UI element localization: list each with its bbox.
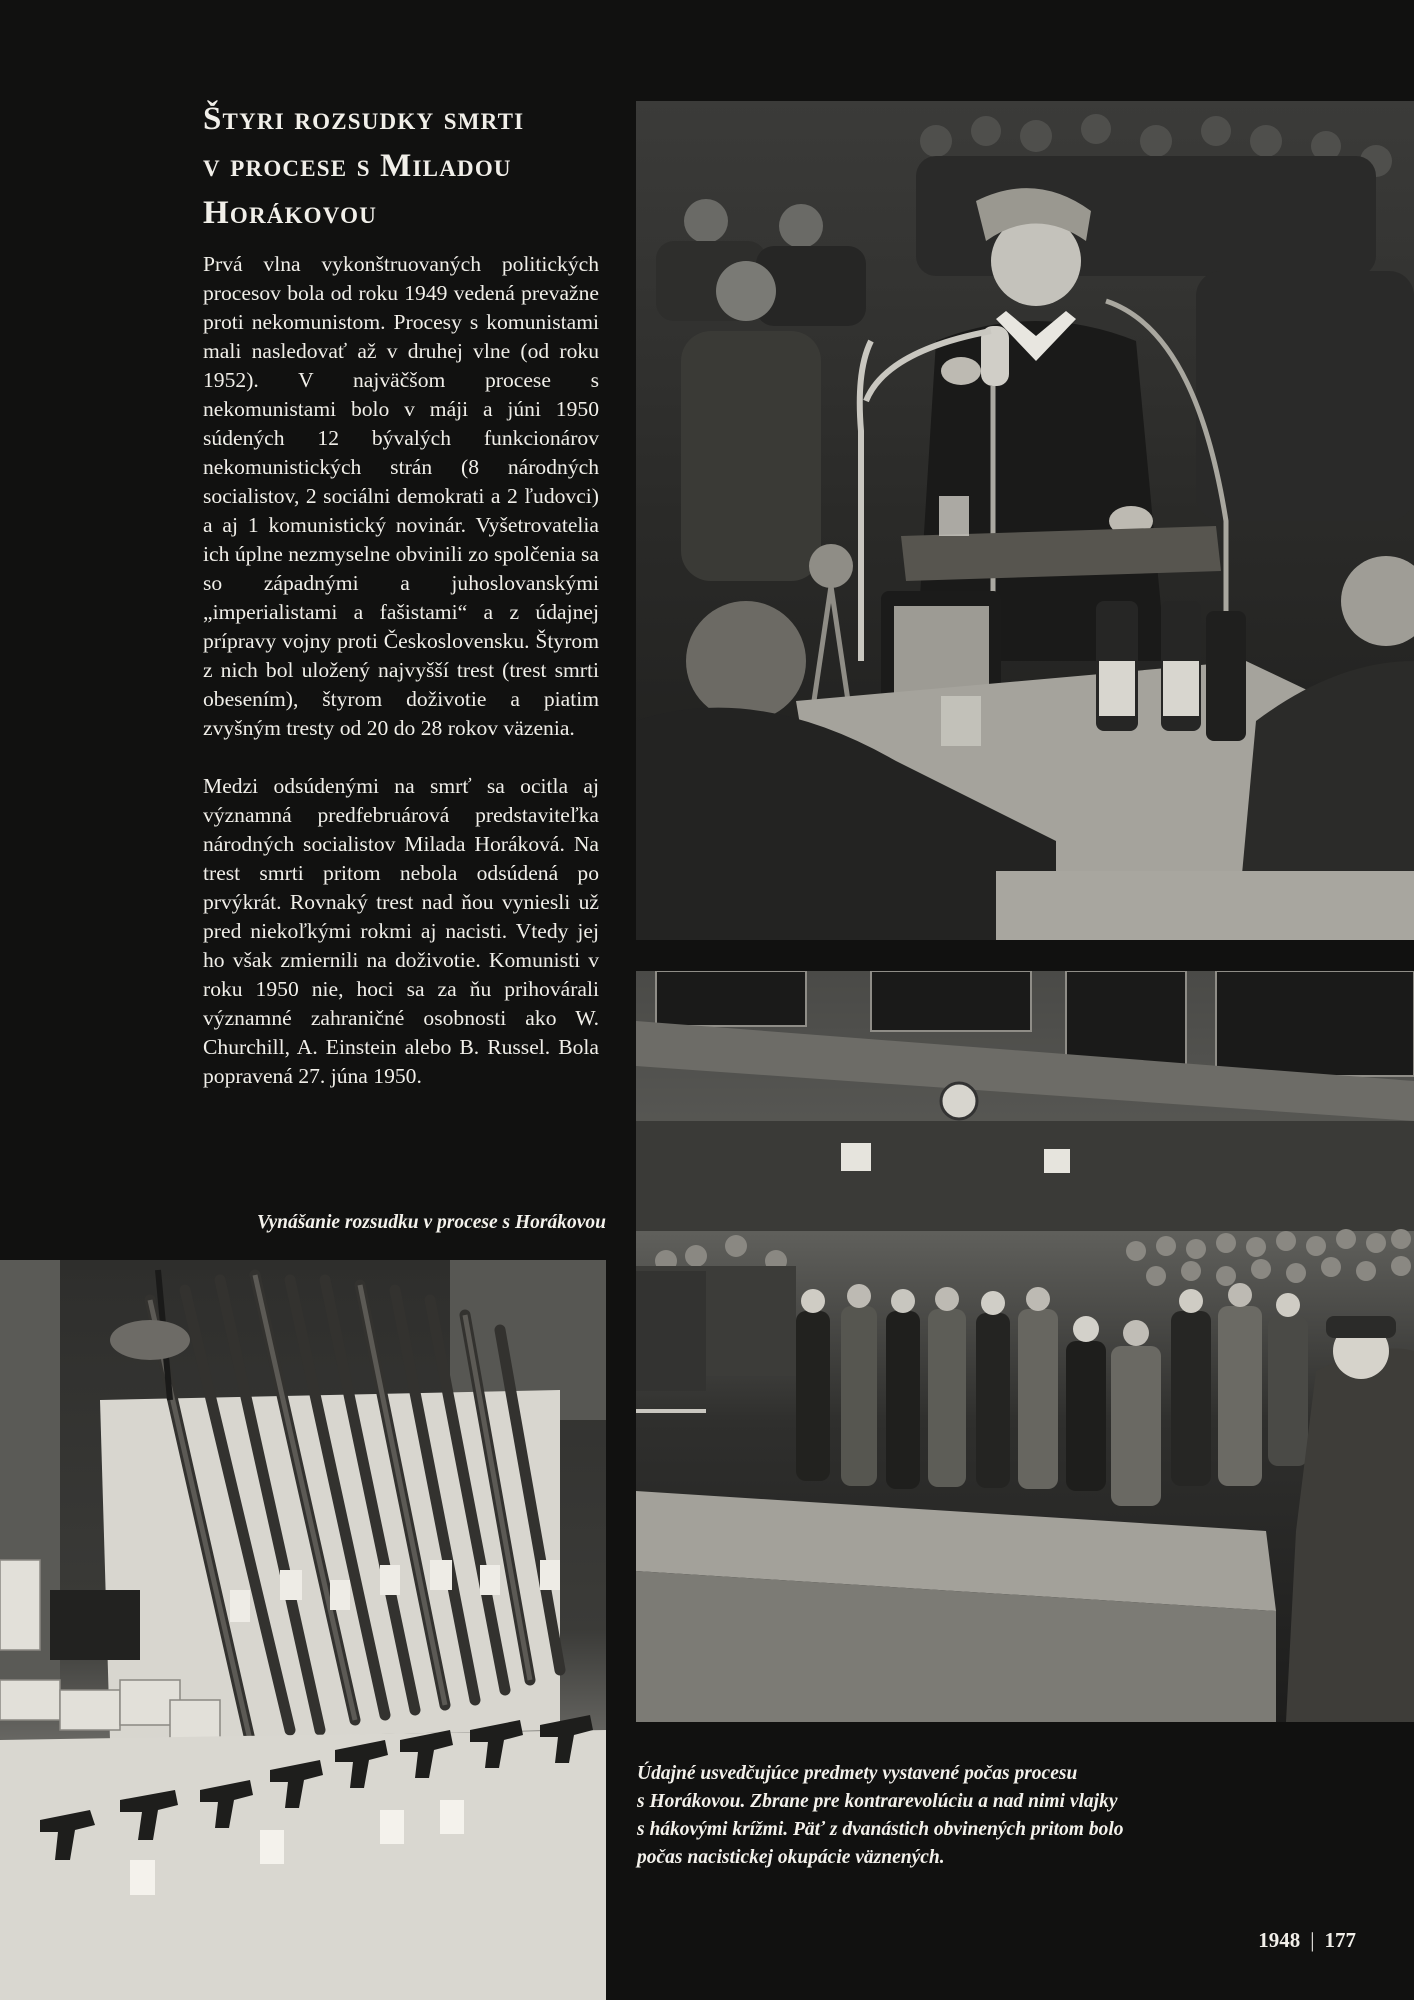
photo-weapons-display — [0, 1260, 606, 2000]
caption-evidence — [637, 1760, 1197, 1872]
article-title — [203, 96, 623, 237]
photo-horakova-speaking — [636, 101, 1414, 940]
page-number: 177 — [1324, 1928, 1356, 1952]
caption-line: Údajné usvedčujúce predmety vystavené počas procesu — [637, 1763, 1078, 1784]
body-paragraph: Medzi odsúdenými na smrť sa ocitla aj významná predfebruárová predstaviteľka národných socialistov Milada Horáková. Na trest smrti pritom nebola odsúdená po prvýkrát. Rovnaký trest nad ňou vyniesli už pred niekoľkými rokmi aj nacisti. Vtedy jej ho však zmiernili na doživotie. Komunisti v roku 1950 nie, hoci sa za ňu prihovárali významné zahraničné osobnosti ako W. Churchill, A. Einstein alebo B. Russel. Bola popravená 27. júna 1950. — [203, 774, 599, 1088]
caption-line: počas nacistickej okupácie väznených. — [637, 1847, 945, 1868]
photo-verdict-courtroom — [636, 971, 1414, 1722]
caption-line: s Horákovou. Zbrane pre kontrarevolúciu a nad nimi vlajky — [637, 1791, 1118, 1812]
title-line: Horákovou — [203, 195, 378, 231]
folio-separator: | — [1310, 1928, 1315, 1952]
title-line: Štyri rozsudky smrti — [203, 101, 525, 137]
page-folio — [1258, 1928, 1356, 1953]
caption-line: s hákovými krížmi. Päť z dvanástich obvinených pritom bolo — [637, 1819, 1124, 1840]
caption-verdict: Vynášanie rozsudku v procese s Horákovou — [256, 1212, 606, 1233]
article-body — [203, 250, 599, 1091]
folio-section: 1948 — [1258, 1928, 1301, 1952]
body-paragraph: Prvá vlna vykonštruovaných politických procesov bola od roku 1949 vedená prevažne proti nekomunistom. Procesy s komunistami mali nasledovať až v druhej vlne (od roku 1952). V najväčšom procese s nekomunistami bolo v máji a júni 1950 súdených 12 bývalých funkcionárov nekomunistických strán (8 národných socialistov, 2 sociálni demokrati a 2 ľudovci) a aj 1 komunistický novinár. Vyšetrovatelia ich úplne nezmyselne obvinili zo spolčenia sa so západnými a juhoslovanskými „imperialistami a fašistami“ a z údajnej prípravy vojny proti Československu. Štyrom z nich bol uložený najvyšší trest (trest smrti obesením), štyrom doživotie a piatim zvyšným tresty od 20 do 28 rokov väzenia. — [203, 252, 599, 740]
title-line: v procese s Miladou — [203, 148, 512, 184]
